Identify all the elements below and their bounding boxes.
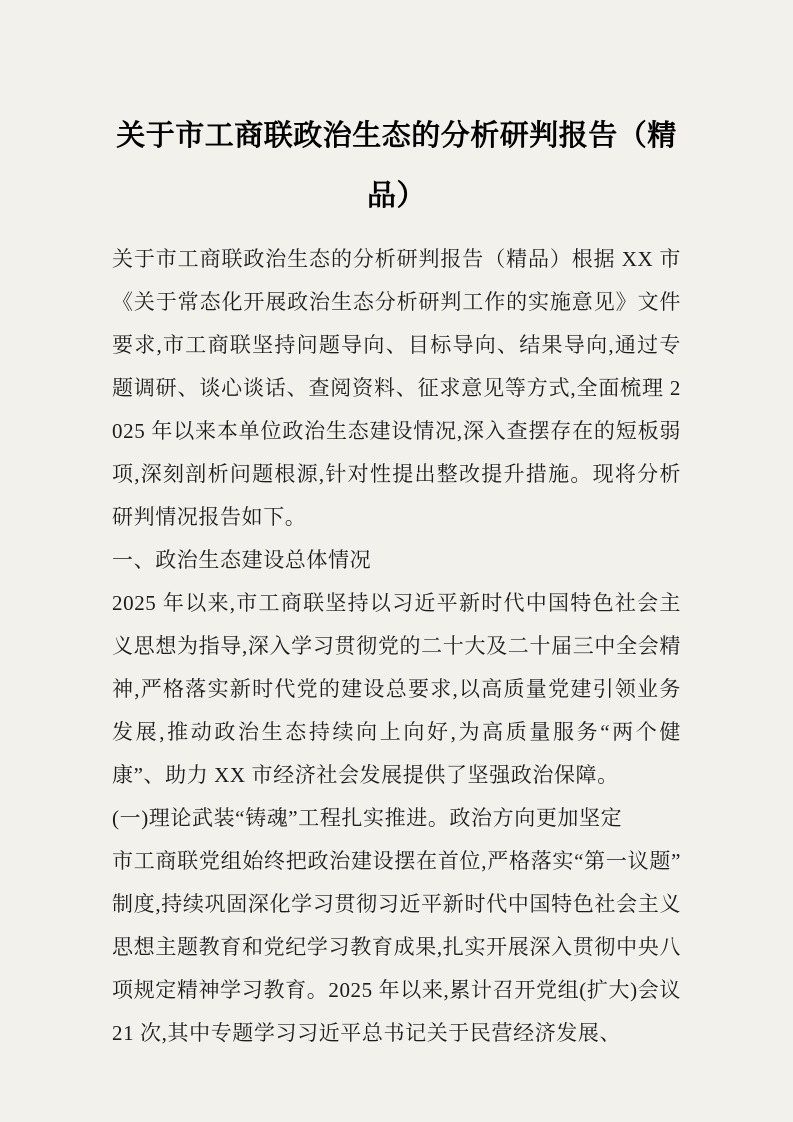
subsection-heading-1: (一)理论武装“铸魂”工程扎实推进。政治方向更加坚定 xyxy=(112,806,623,830)
section-heading-1: 一、政治生态建设总体情况 xyxy=(112,548,372,572)
document-title: 关于市工商联政治生态的分析研判报告（精品） xyxy=(116,120,677,212)
document-body xyxy=(112,238,681,1055)
paragraph-detail: 市工商联党组始终把政治建设摆在首位,严格落实“第一议题”制度,持续巩固深化学习贯彻习近平新时代中国特色社会主义思想主题教育和党纪学习教育成果,扎实开展深入贯彻中央八项规定精神学习教育。2025 年以来,累计召开党组(扩大)会议 21 次,其中专题学习习近平总书记关于民营经济发展、 xyxy=(112,849,681,1045)
paragraph-overview: 2025 年以来,市工商联坚持以习近平新时代中国特色社会主义思想为指导,深入学习贯彻党的二十大及二十届三中全会精神,严格落实新时代党的建设总要求,以高质量党建引领业务发展,推动政治生态持续向上向好,为高质量服务“两个健康”、助力 XX 市经济社会发展提供了坚强政治保障。 xyxy=(112,591,681,787)
paragraph-intro: 关于市工商联政治生态的分析研判报告（精品）根据 XX 市《关于常态化开展政治生态分析研判工作的实施意见》文件要求,市工商联坚持问题导向、目标导向、结果导向,通过专题调研、谈心谈话、查阅资料、征求意见等方式,全面梳理 2025 年以来本单位政治生态建设情况,深入查摆存在的短板弱项,深刻剖析问题根源,针对性提出整改提升措施。现将分析研判情况报告如下。 xyxy=(112,247,681,529)
